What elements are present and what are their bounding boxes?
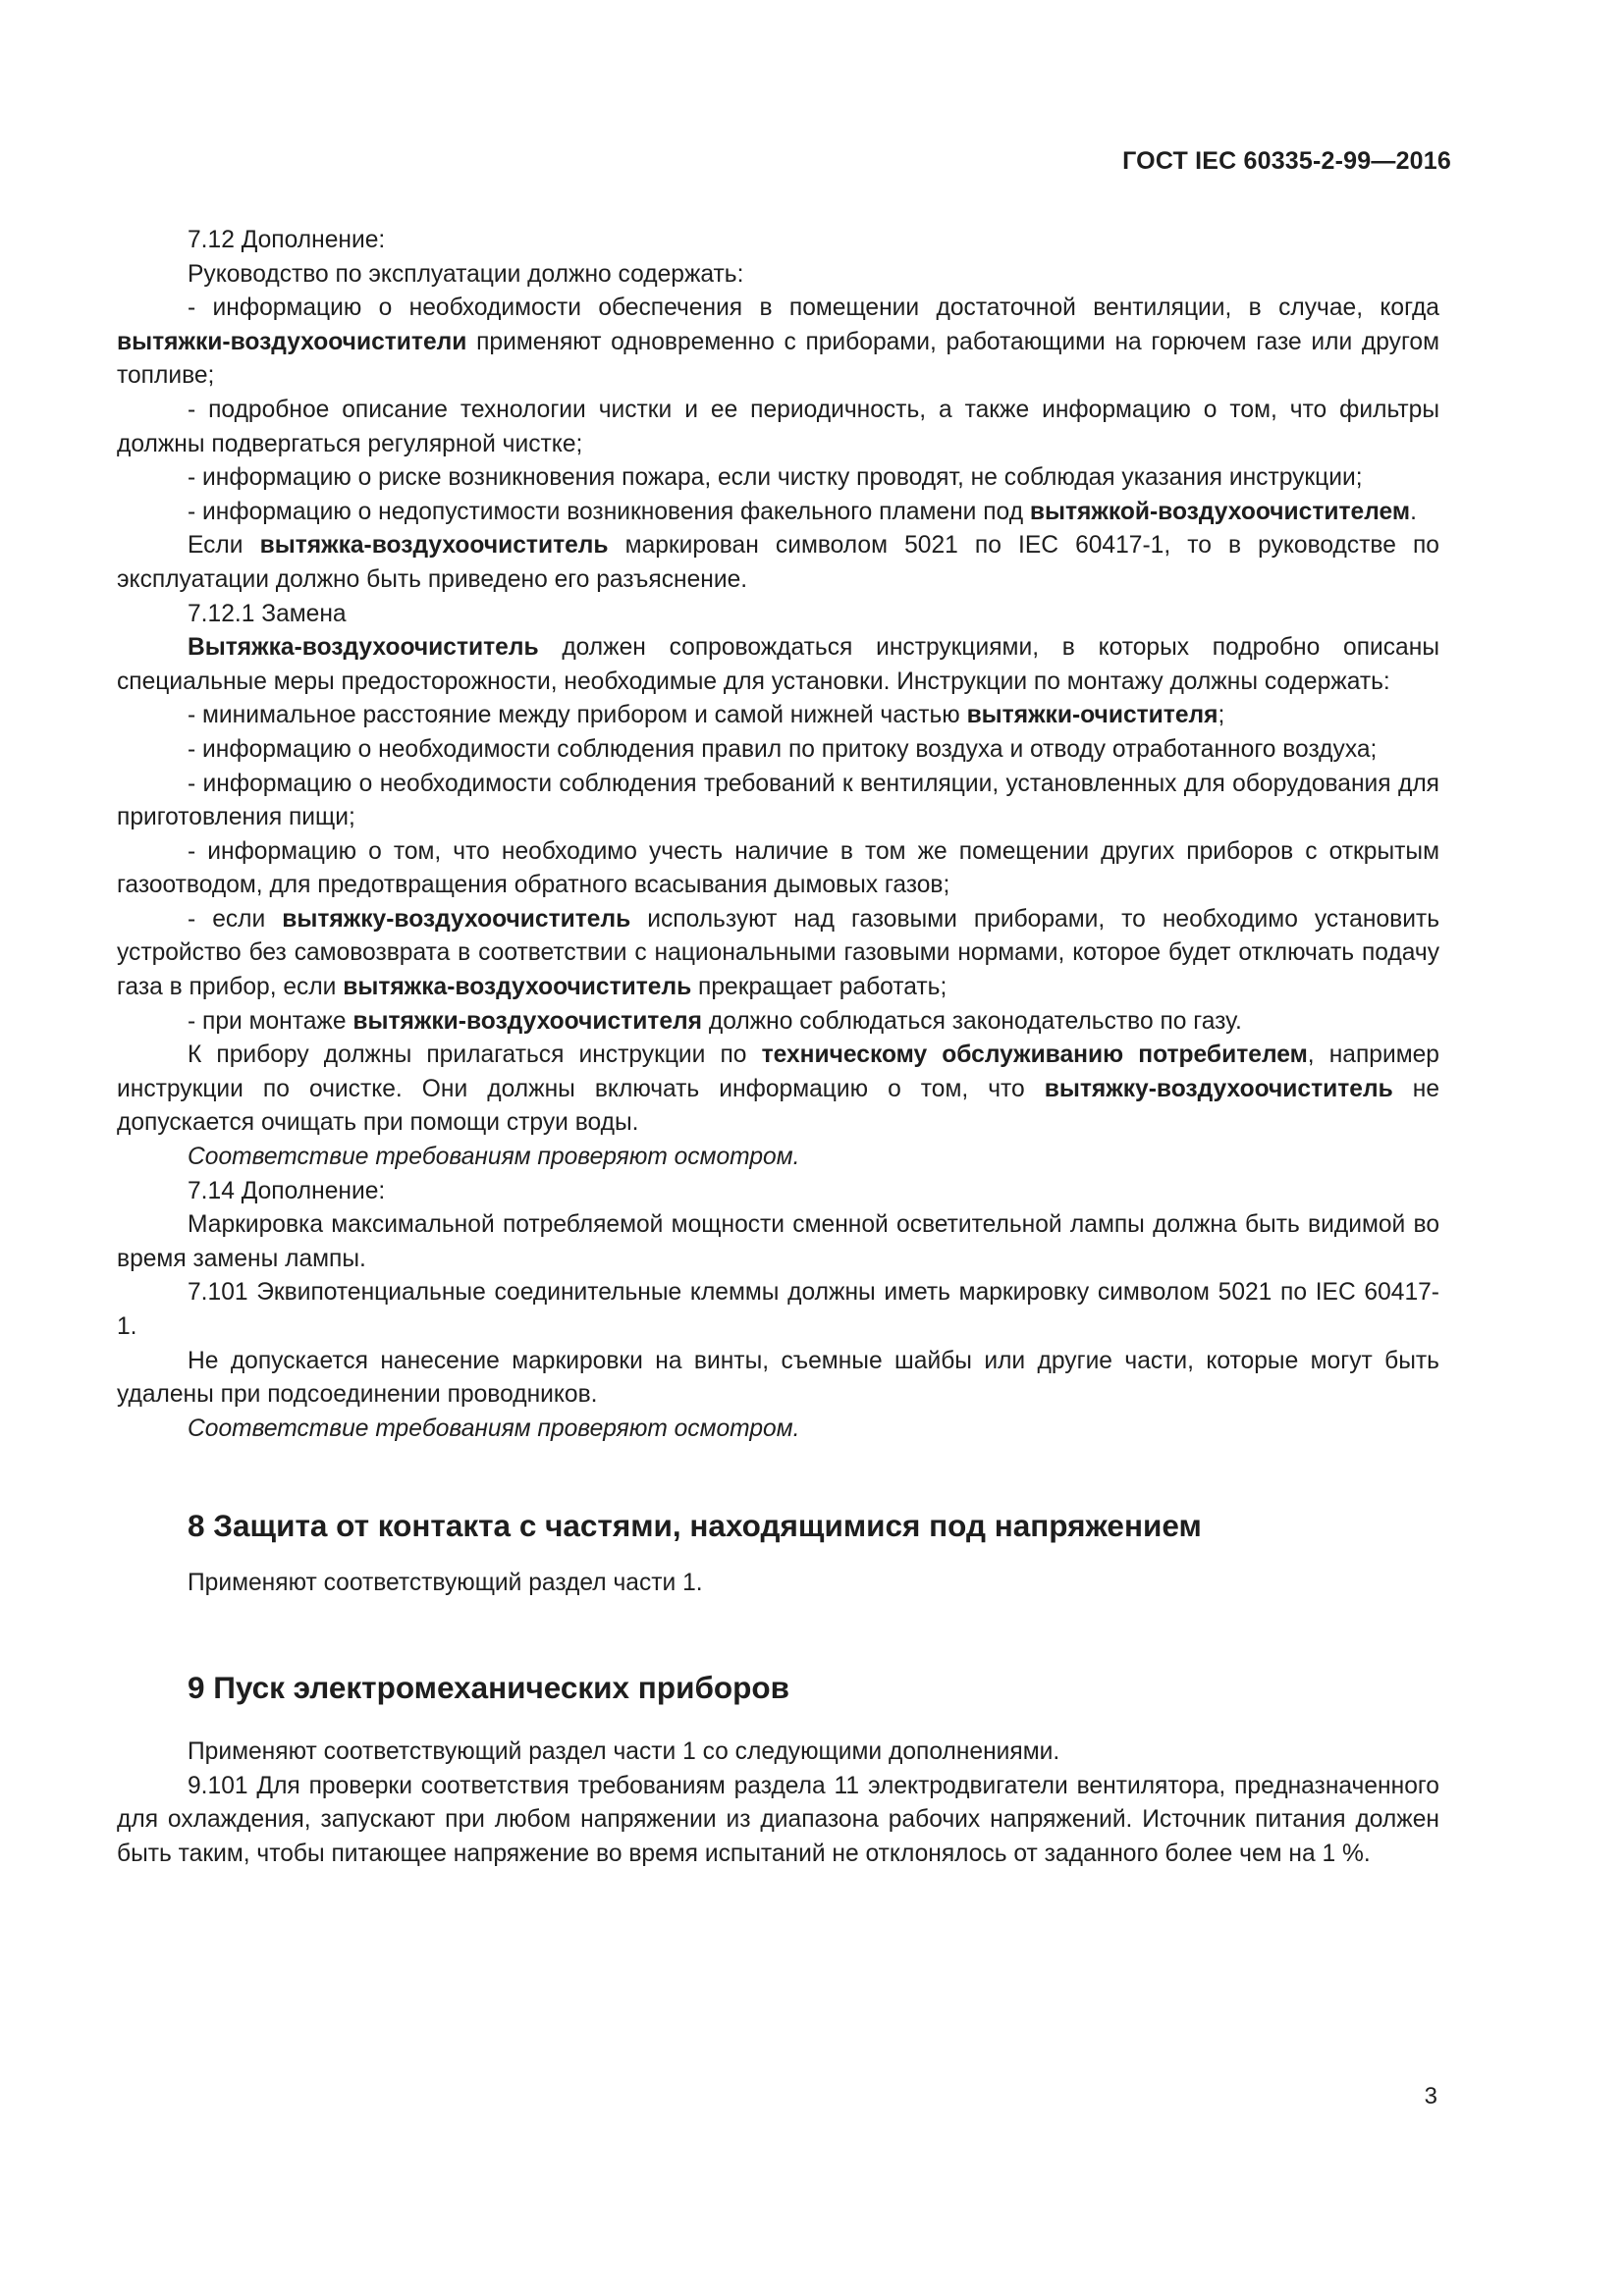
- text-run: Если: [188, 532, 260, 560]
- compliance-note: Соответствие требованиям проверяют осмотром.: [188, 1415, 800, 1442]
- text-run: не допускается очищать при помощи струи воды.: [117, 1075, 1440, 1137]
- section-heading: 9 Пуск электромеханических приборов: [188, 1669, 789, 1705]
- paragraph: - подробное описание технологии чистки и ее периодичность, а также информацию о том, что фильтры должны подвергаться регулярной чистке;: [117, 396, 1439, 457]
- section-heading: 8 Защита от контакта с частями, находящимися под напряжением: [188, 1508, 1202, 1544]
- paragraph: [117, 1005, 1439, 1040]
- paragraph: - информацию о том, что необходимо учесть наличие в том же помещении других приборов с открытым газоотводом, для предотвращения обратного всасывания дымовых газов;: [117, 837, 1439, 899]
- paragraph: [117, 699, 1439, 733]
- term: вытяжкой-воздухоочистителем: [1029, 498, 1411, 525]
- text-run: применяют одновременно с приборами, работающими на горючем газе или другом топливе;: [117, 328, 1439, 390]
- paragraph: 7.101 Эквипотенциальные соединительные клеммы должны иметь маркировку символом 5021 по IEC 60417-1.: [117, 1279, 1439, 1340]
- page-number: 3: [1424, 2083, 1437, 2109]
- paragraph: 7.12.1 Замена: [188, 600, 347, 627]
- paragraph: [117, 903, 1439, 1005]
- text-run: - информацию о недопустимости возникновения факельного пламени под: [188, 498, 1030, 525]
- text-run: - минимальное расстояние между прибором и самой нижней частью: [188, 702, 967, 729]
- text-run: К прибору должны прилагаться инструкции по: [188, 1041, 762, 1069]
- term: техническому обслуживанию потребителем: [761, 1041, 1308, 1069]
- paragraph: Не допускается нанесение маркировки на винты, съемные шайбы или другие части, которые могут быть удалены при подсоединении проводников.: [117, 1347, 1439, 1409]
- paragraph: Руководство по эксплуатации должно содержать:: [188, 260, 744, 288]
- paragraph: Маркировка максимальной потребляемой мощности сменной осветительной лампы должна быть видимой во время замены лампы.: [117, 1211, 1439, 1272]
- term: вытяжки-очистителя: [966, 702, 1218, 729]
- term: вытяжка-воздухоочиститель: [343, 974, 692, 1001]
- text-run: - если: [188, 905, 283, 933]
- term: вытяжки-воздухоочистителя: [352, 1007, 703, 1035]
- text-run: должен сопровождаться инструкциями, в которых подробно описаны специальные меры предосторожности, необходимые для установки. Инструкции по монтажу должны содержать:: [117, 634, 1439, 695]
- term: вытяжки-воздухоочистители: [117, 328, 467, 355]
- paragraph: 7.14 Дополнение:: [188, 1177, 386, 1204]
- paragraph: [117, 1039, 1439, 1141]
- text-run: маркирован символом 5021 по IEC 60417-1, то в руководстве по эксплуатации должно быть приведено его разъяснение.: [117, 532, 1439, 593]
- paragraph: Применяют соответствующий раздел части 1.: [188, 1570, 703, 1597]
- text-run: прекращает работать;: [691, 974, 947, 1001]
- page-body: [117, 224, 1439, 1871]
- paragraph: [117, 496, 1439, 530]
- term: вытяжку-воздухоочиститель: [282, 905, 631, 933]
- paragraph: 9.101 Для проверки соответствия требованиям раздела 11 электродвигатели вентилятора, предназначенного для охлаждения, запускают при любом напряжении из диапазона рабочих напряжений. Источник питания должен быть таким, чтобы питающее напряжение во время испытаний не отклонялось от заданного более чем на 1 %.: [117, 1772, 1439, 1867]
- paragraph: [117, 292, 1439, 394]
- paragraph: 7.12 Дополнение:: [188, 227, 386, 253]
- text-run: используют над газовыми приборами, то необходимо установить устройство без самовозврата в соответствии с национальными газовыми нормами, которое будет отключать подачу газа в прибор, если: [117, 905, 1440, 1001]
- paragraph: [117, 529, 1439, 597]
- text-run: - информацию о необходимости обеспечения в помещении достаточной вентиляции, в случае, когда: [188, 294, 1439, 322]
- paragraph: - информацию о риске возникновения пожара, если чистку проводят, не соблюдая указания инструкции;: [188, 464, 1363, 492]
- text-run: ;: [1218, 702, 1225, 729]
- compliance-note: Соответствие требованиям проверяют осмотром.: [188, 1144, 800, 1171]
- paragraph: - информацию о необходимости соблюдения правил по притоку воздуха и отводу отработанного воздуха;: [188, 735, 1378, 763]
- paragraph: Применяют соответствующий раздел части 1 со следующими дополнениями.: [188, 1737, 1060, 1765]
- document-code: ГОСТ IEC 60335-2-99—2016: [1122, 147, 1451, 175]
- term: вытяжка-воздухоочиститель: [259, 532, 609, 560]
- term: вытяжку-воздухоочиститель: [1044, 1075, 1393, 1102]
- paragraph: - информацию о необходимости соблюдения требований к вентиляции, установленных для оборудования для приготовления пищи;: [117, 770, 1439, 831]
- term: Вытяжка-воздухоочиститель: [188, 634, 539, 662]
- text-run: , например инструкции по очистке. Они должны включать информацию о том, что: [117, 1041, 1439, 1102]
- text-run: .: [1410, 498, 1417, 525]
- paragraph: [117, 631, 1439, 699]
- text-run: должно соблюдаться законодательство по газу.: [702, 1007, 1242, 1035]
- text-run: - при монтаже: [188, 1007, 353, 1035]
